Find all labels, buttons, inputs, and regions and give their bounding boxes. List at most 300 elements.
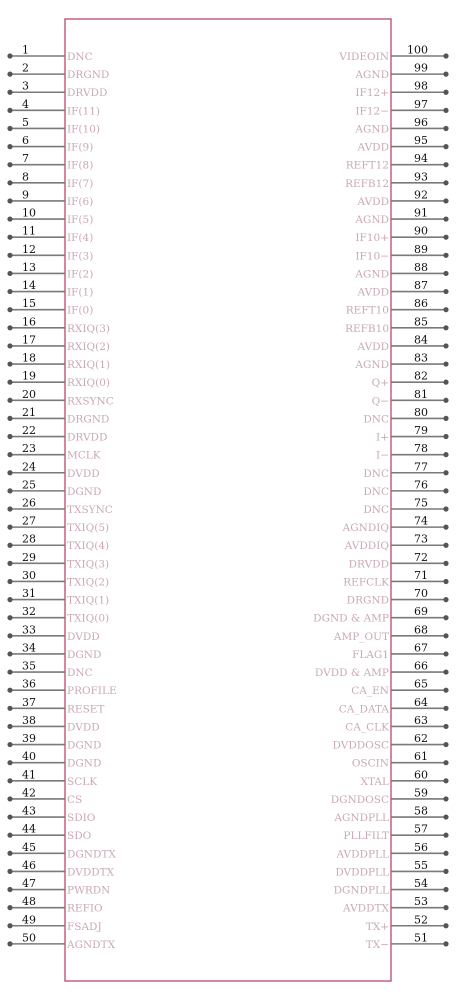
pin-name: CA_CLK	[345, 721, 389, 734]
pin-number: 63	[414, 713, 428, 727]
pin-name: DVDDOSC	[332, 739, 389, 752]
pin-19	[7, 370, 110, 390]
pin-name: RXSYNC	[67, 395, 114, 408]
pin-name: IF(7)	[67, 177, 94, 190]
pin-endpoint-dot	[443, 506, 448, 511]
pin-96	[354, 116, 448, 135]
pin-endpoint-dot	[7, 307, 12, 312]
pin-name: DRVDD	[348, 558, 389, 571]
pin-name: DGND & AMP	[313, 612, 389, 625]
pin-52	[366, 913, 449, 933]
pin-number: 45	[22, 840, 36, 854]
pin-number: 78	[414, 442, 428, 456]
pin-31	[7, 587, 109, 607]
pin-number: 95	[414, 134, 428, 148]
pin-name: RXIQ(1)	[67, 359, 111, 372]
pin-number: 66	[414, 659, 428, 673]
pin-endpoint-dot	[443, 380, 448, 385]
pin-number: 93	[414, 170, 428, 184]
pin-41	[7, 768, 97, 788]
pin-name: TXIQ(4)	[67, 540, 110, 553]
pin-23	[7, 442, 100, 462]
pin-endpoint-dot	[443, 869, 448, 874]
pin-name: DRGND	[346, 594, 389, 607]
pin-name: IF(11)	[67, 105, 100, 118]
pin-72	[349, 551, 449, 571]
pin-endpoint-dot	[7, 126, 12, 131]
pin-61	[352, 750, 449, 770]
pin-24	[7, 460, 99, 480]
pin-76	[363, 478, 448, 498]
pin-endpoint-dot	[443, 651, 448, 656]
pin-number: 60	[414, 768, 428, 782]
pin-number: 94	[414, 152, 428, 166]
pin-name: RESET	[67, 703, 105, 716]
pin-8	[7, 170, 93, 190]
pin-name: DGND	[67, 739, 102, 752]
pin-endpoint-dot	[443, 235, 448, 240]
pin-number: 5	[22, 115, 29, 129]
pin-number: 44	[22, 822, 36, 836]
pin-number: 28	[22, 532, 36, 546]
pin-endpoint-dot	[443, 343, 448, 348]
pin-13	[7, 261, 93, 281]
pin-number: 97	[414, 97, 428, 111]
pin-number: 15	[22, 297, 36, 311]
pin-number: 35	[22, 659, 36, 673]
pin-number: 100	[407, 43, 428, 57]
pin-name: FLAG1	[352, 648, 389, 661]
pin-name: SCLK	[67, 775, 98, 788]
pin-endpoint-dot	[443, 398, 448, 403]
pin-number: 72	[414, 550, 428, 564]
right-pin-group	[313, 44, 448, 951]
pin-number: 47	[22, 877, 36, 891]
pin-77	[363, 460, 448, 480]
pin-number: 3	[22, 79, 29, 93]
pin-number: 79	[414, 424, 428, 438]
pin-name: AVDDPLL	[336, 848, 389, 861]
pin-15	[7, 297, 93, 317]
pin-number: 40	[22, 750, 36, 764]
pin-endpoint-dot	[7, 506, 12, 511]
pin-51	[366, 931, 449, 951]
pin-endpoint-dot	[7, 380, 12, 385]
pin-endpoint-dot	[443, 72, 448, 77]
pin-name: DGNDOSC	[330, 793, 389, 806]
pin-number: 41	[22, 768, 36, 782]
pin-endpoint-dot	[7, 651, 12, 656]
pin-53	[342, 895, 449, 915]
pin-45	[7, 841, 116, 861]
pin-name: AVDDIQ	[344, 540, 389, 553]
pin-number: 32	[22, 605, 36, 619]
pin-number: 34	[22, 641, 36, 655]
pin-2	[7, 62, 109, 82]
pin-name: I−	[376, 449, 389, 462]
pin-name: AGNDPLL	[334, 812, 389, 825]
pin-name: DVDD	[67, 721, 100, 734]
pin-60	[361, 768, 449, 788]
pin-name: TX−	[365, 938, 389, 951]
pin-name: REFT12	[345, 159, 389, 172]
pin-endpoint-dot	[443, 53, 448, 58]
pin-endpoint-dot	[443, 814, 448, 819]
pin-endpoint-dot	[443, 126, 448, 131]
pin-name: DNC	[363, 413, 389, 426]
pin-number: 37	[22, 695, 36, 709]
pin-endpoint-dot	[7, 905, 12, 910]
pin-number: 70	[414, 587, 428, 601]
pin-name: IF(4)	[67, 232, 94, 245]
pin-39	[7, 732, 101, 752]
pin-91	[354, 207, 448, 227]
pin-endpoint-dot	[7, 561, 12, 566]
pin-number: 67	[414, 641, 428, 655]
pin-name: TXIQ(3)	[67, 558, 110, 571]
pin-47	[7, 877, 110, 897]
pin-endpoint-dot	[7, 706, 12, 711]
pin-number: 29	[22, 550, 36, 564]
pin-name: REFIO	[67, 902, 103, 915]
pin-number: 88	[414, 260, 428, 274]
pin-endpoint-dot	[443, 198, 448, 203]
pin-number: 22	[22, 424, 36, 438]
pin-endpoint-dot	[7, 434, 12, 439]
pin-57	[343, 823, 448, 843]
pin-63	[345, 714, 448, 734]
pin-number: 57	[414, 822, 428, 836]
pin-endpoint-dot	[443, 416, 448, 421]
pin-endpoint-dot	[443, 796, 448, 801]
pin-94	[346, 152, 449, 172]
pin-name: IF(0)	[67, 304, 94, 317]
pin-name: IF(8)	[67, 159, 94, 172]
pin-endpoint-dot	[443, 307, 448, 312]
pin-name: SDO	[67, 830, 92, 843]
pin-endpoint-dot	[7, 325, 12, 330]
pin-name: REFB12	[345, 177, 389, 190]
pin-42	[7, 786, 82, 806]
pin-endpoint-dot	[7, 198, 12, 203]
pin-name: DGND	[67, 648, 102, 661]
pin-78	[376, 442, 449, 462]
pin-name: OSCIN	[351, 757, 389, 770]
pin-endpoint-dot	[443, 470, 448, 475]
pin-endpoint-dot	[7, 615, 12, 620]
pin-number: 92	[414, 188, 428, 202]
pin-100	[338, 44, 448, 64]
pin-33	[7, 623, 99, 643]
pin-endpoint-dot	[7, 525, 12, 530]
pin-endpoint-dot	[443, 289, 448, 294]
pin-name: DNC	[67, 667, 93, 680]
pin-name: REFB10	[345, 322, 389, 335]
pin-number: 58	[414, 804, 428, 818]
pin-endpoint-dot	[7, 90, 12, 95]
pin-endpoint-dot	[7, 579, 12, 584]
pin-name: REFCLK	[343, 576, 389, 589]
pin-endpoint-dot	[7, 416, 12, 421]
pin-number: 64	[414, 695, 428, 709]
pin-59	[331, 786, 449, 806]
pin-name: REFT10	[345, 304, 389, 317]
pin-name: DNC	[363, 467, 389, 480]
pin-number: 18	[22, 351, 36, 365]
pin-87	[357, 279, 449, 299]
pin-name: IF10−	[355, 250, 389, 263]
pin-number: 68	[414, 623, 428, 637]
pin-name: RXIQ(3)	[67, 322, 111, 335]
pin-name: XTAL	[360, 775, 389, 788]
pin-6	[7, 134, 93, 154]
pin-74	[342, 515, 449, 535]
ic-body	[65, 19, 391, 981]
pin-70	[347, 587, 449, 607]
pin-name: DNC	[67, 51, 93, 63]
pin-endpoint-dot	[443, 90, 448, 95]
pin-name: DRVDD	[67, 87, 108, 100]
pin-number: 55	[414, 858, 428, 872]
pin-83	[354, 352, 448, 372]
pin-16	[7, 315, 110, 335]
pin-endpoint-dot	[443, 615, 448, 620]
pin-71	[343, 569, 448, 589]
pin-number: 42	[22, 786, 36, 800]
pin-name: DVDDTX	[67, 866, 115, 879]
pin-number: 98	[414, 79, 428, 93]
pin-endpoint-dot	[7, 343, 12, 348]
pin-17	[7, 333, 110, 353]
pin-endpoint-dot	[7, 633, 12, 638]
pin-66	[315, 660, 449, 680]
pin-number: 6	[22, 134, 29, 148]
pin-55	[335, 859, 448, 879]
pin-90	[355, 225, 448, 245]
pin-name: IF12−	[355, 105, 389, 118]
pin-endpoint-dot	[443, 325, 448, 330]
pin-number: 73	[414, 532, 428, 546]
pin-number: 61	[414, 750, 428, 764]
pin-9	[7, 188, 93, 208]
pin-number: 23	[22, 442, 36, 456]
pin-endpoint-dot	[443, 253, 448, 258]
pin-endpoint-dot	[443, 579, 448, 584]
pin-number: 71	[414, 568, 428, 582]
pin-endpoint-dot	[7, 452, 12, 457]
pin-name: DGNDPLL	[333, 884, 389, 897]
pin-number: 2	[22, 61, 29, 75]
pin-3	[7, 80, 107, 100]
pin-name: AVDD	[357, 195, 389, 208]
pin-endpoint-dot	[7, 253, 12, 258]
pin-28	[7, 533, 109, 553]
pin-name: PLLFILT	[343, 830, 389, 843]
pin-name: AGND	[355, 214, 389, 227]
pin-number: 91	[414, 206, 428, 220]
pin-98	[355, 80, 448, 100]
pin-name: CS	[67, 793, 83, 806]
pin-number: 75	[414, 496, 428, 510]
pin-name: DGNDTX	[67, 848, 116, 861]
pin-5	[7, 116, 100, 135]
pin-38	[7, 714, 99, 734]
pin-85	[345, 315, 449, 335]
pin-endpoint-dot	[7, 108, 12, 113]
pin-name: TXIQ(1)	[67, 594, 110, 607]
pin-endpoint-dot	[443, 434, 448, 439]
pin-number: 30	[22, 568, 36, 582]
pin-endpoint-dot	[7, 470, 12, 475]
pin-endpoint-dot	[443, 162, 448, 167]
pin-name: AGND	[355, 359, 389, 372]
pin-56	[336, 841, 449, 861]
pin-name: DRVDD	[67, 431, 108, 444]
pin-name: AGNDTX	[67, 938, 116, 951]
pin-number: 46	[22, 858, 36, 872]
pin-number: 62	[414, 732, 428, 746]
pin-endpoint-dot	[443, 488, 448, 493]
pin-number: 17	[22, 333, 36, 347]
pin-name: AVDD	[357, 286, 389, 299]
pin-95	[357, 134, 449, 154]
pin-name: MCLK	[67, 449, 101, 462]
pin-35	[7, 660, 92, 680]
pin-endpoint-dot	[7, 814, 12, 819]
pin-endpoint-dot	[443, 742, 448, 747]
pin-name: DVDD & AMP	[314, 667, 389, 680]
pin-69	[313, 605, 448, 625]
pin-number: 56	[414, 840, 428, 854]
pin-endpoint-dot	[7, 53, 12, 58]
pin-endpoint-dot	[7, 724, 12, 729]
pin-name: Q−	[371, 395, 389, 408]
pin-80	[363, 406, 448, 426]
pin-number: 81	[414, 387, 428, 401]
pin-endpoint-dot	[7, 688, 12, 693]
pin-endpoint-dot	[443, 452, 448, 457]
pin-endpoint-dot	[7, 72, 12, 77]
pin-endpoint-dot	[7, 833, 12, 838]
pin-number: 19	[22, 369, 36, 383]
pin-number: 27	[22, 514, 36, 528]
pin-99	[354, 62, 448, 82]
pin-number: 43	[22, 804, 36, 818]
pin-40	[7, 750, 101, 770]
pin-36	[7, 678, 116, 698]
pin-endpoint-dot	[443, 887, 448, 892]
pin-name: AGND	[355, 268, 389, 281]
pin-number: 26	[22, 496, 36, 510]
pin-endpoint-dot	[443, 941, 448, 946]
pin-75	[363, 497, 448, 517]
pin-number: 83	[414, 351, 428, 365]
pin-endpoint-dot	[7, 271, 12, 276]
pin-endpoint-dot	[7, 180, 12, 185]
pin-endpoint-dot	[7, 488, 12, 493]
pin-name: SDIO	[67, 812, 96, 825]
pin-number: 16	[22, 315, 36, 329]
pin-93	[345, 170, 449, 190]
pin-number: 39	[22, 732, 36, 746]
pin-endpoint-dot	[443, 724, 448, 729]
pin-name: RXIQ(2)	[67, 340, 111, 353]
pin-endpoint-dot	[7, 778, 12, 783]
pin-30	[7, 569, 109, 589]
pin-84	[357, 333, 449, 353]
pin-37	[7, 696, 104, 716]
pin-number: 69	[414, 605, 428, 619]
pin-number: 36	[22, 677, 36, 691]
pin-name: AMP_OUT	[333, 630, 389, 643]
pin-name: I+	[376, 431, 389, 444]
pin-number: 24	[22, 460, 36, 474]
pin-endpoint-dot	[7, 851, 12, 856]
pin-name: DRGND	[67, 413, 110, 426]
pin-43	[7, 805, 95, 825]
pin-name: DVDD	[67, 630, 100, 643]
pin-endpoint-dot	[7, 760, 12, 765]
pin-34	[7, 641, 101, 661]
pin-endpoint-dot	[443, 833, 448, 838]
pin-endpoint-dot	[7, 941, 12, 946]
pin-18	[7, 352, 110, 372]
pin-endpoint-dot	[443, 905, 448, 910]
pin-endpoint-dot	[7, 398, 12, 403]
pin-endpoint-dot	[443, 144, 448, 149]
pin-46	[7, 859, 114, 879]
pin-endpoint-dot	[7, 216, 12, 221]
pin-endpoint-dot	[7, 361, 12, 366]
pin-number: 50	[22, 931, 36, 945]
pin-92	[357, 188, 449, 208]
pin-22	[7, 424, 107, 444]
pin-endpoint-dot	[443, 669, 448, 674]
pin-number: 20	[22, 387, 36, 401]
pin-number: 9	[22, 188, 29, 202]
pin-number: 31	[22, 587, 36, 601]
pin-endpoint-dot	[7, 597, 12, 602]
pin-name: IF(10)	[67, 123, 100, 136]
pin-name: IF10+	[355, 232, 389, 245]
pin-50	[7, 931, 115, 951]
pin-73	[344, 533, 449, 553]
pin-name: AGND	[355, 69, 389, 82]
pin-number: 12	[22, 242, 36, 256]
pin-endpoint-dot	[443, 108, 448, 113]
pin-endpoint-dot	[7, 543, 12, 548]
pin-endpoint-dot	[7, 796, 12, 801]
pin-endpoint-dot	[443, 561, 448, 566]
pin-number: 1	[22, 43, 29, 57]
pin-name: IF(5)	[67, 214, 94, 227]
pin-name: PWRDN	[67, 884, 111, 897]
pin-25	[7, 478, 101, 498]
pin-name: DGND	[67, 485, 102, 498]
pin-endpoint-dot	[443, 706, 448, 711]
pin-endpoint-dot	[443, 180, 448, 185]
pin-number: 80	[414, 405, 428, 419]
pin-number: 25	[22, 478, 36, 492]
pin-number: 65	[414, 677, 428, 691]
pin-name: DGND	[67, 757, 102, 770]
pin-number: 13	[22, 260, 36, 274]
pin-29	[7, 551, 109, 571]
pin-endpoint-dot	[7, 923, 12, 928]
pin-name: DNC	[363, 504, 389, 516]
pin-endpoint-dot	[443, 760, 448, 765]
pin-name: IF(3)	[67, 250, 94, 263]
